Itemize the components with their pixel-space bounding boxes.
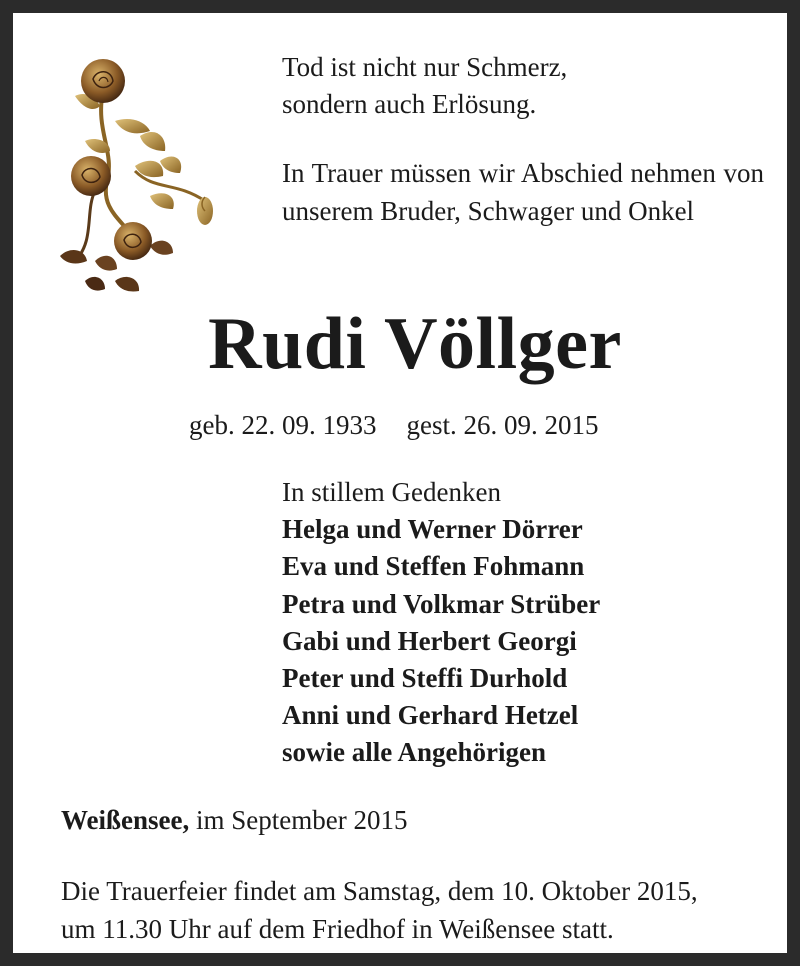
deceased-name: Rudi Völlger: [208, 303, 622, 385]
place-town: Weißensee,: [61, 805, 190, 835]
funeral-line-2: um 11.30 Uhr auf dem Friedhof in Weißensee statt.: [61, 913, 614, 944]
birth-date: geb. 22. 09. 1933: [189, 410, 377, 440]
funeral-notice: [61, 873, 771, 948]
signers-intro: In stillem Gedenken: [282, 477, 501, 507]
quote-line-1: Tod ist nicht nur Schmerz,: [282, 52, 568, 82]
death-date: gest. 26. 09. 2015: [406, 410, 599, 440]
rose-branch-icon: [55, 51, 220, 306]
signer-family: Gabi und Herbert Georgi: [282, 625, 577, 656]
signer-family: sowie alle Angehörigen: [282, 737, 546, 768]
signer-family: Anni und Gerhard Hetzel: [282, 700, 579, 731]
mourning-text: In Trauer müssen wir Abschied nehmen von unserem Bruder, Schwager und Onkel: [282, 158, 764, 226]
signer-family: Eva und Steffen Fohmann: [282, 551, 585, 582]
signer-family: Petra und Volkmar Strüber: [282, 588, 601, 619]
funeral-line-1: Die Trauerfeier findet am Samstag, dem 10. Oktober 2015,: [61, 876, 698, 906]
quote: [282, 49, 567, 123]
signers-list: [282, 474, 600, 772]
signer-family: Peter und Steffi Durhold: [282, 663, 568, 694]
place-month: im September 2015: [189, 805, 408, 835]
life-dates: [189, 406, 598, 444]
signer-family: Helga und Werner Dörrer: [282, 514, 583, 545]
place-and-date: [61, 801, 407, 839]
quote-line-2: sondern auch Erlösung.: [282, 89, 537, 119]
